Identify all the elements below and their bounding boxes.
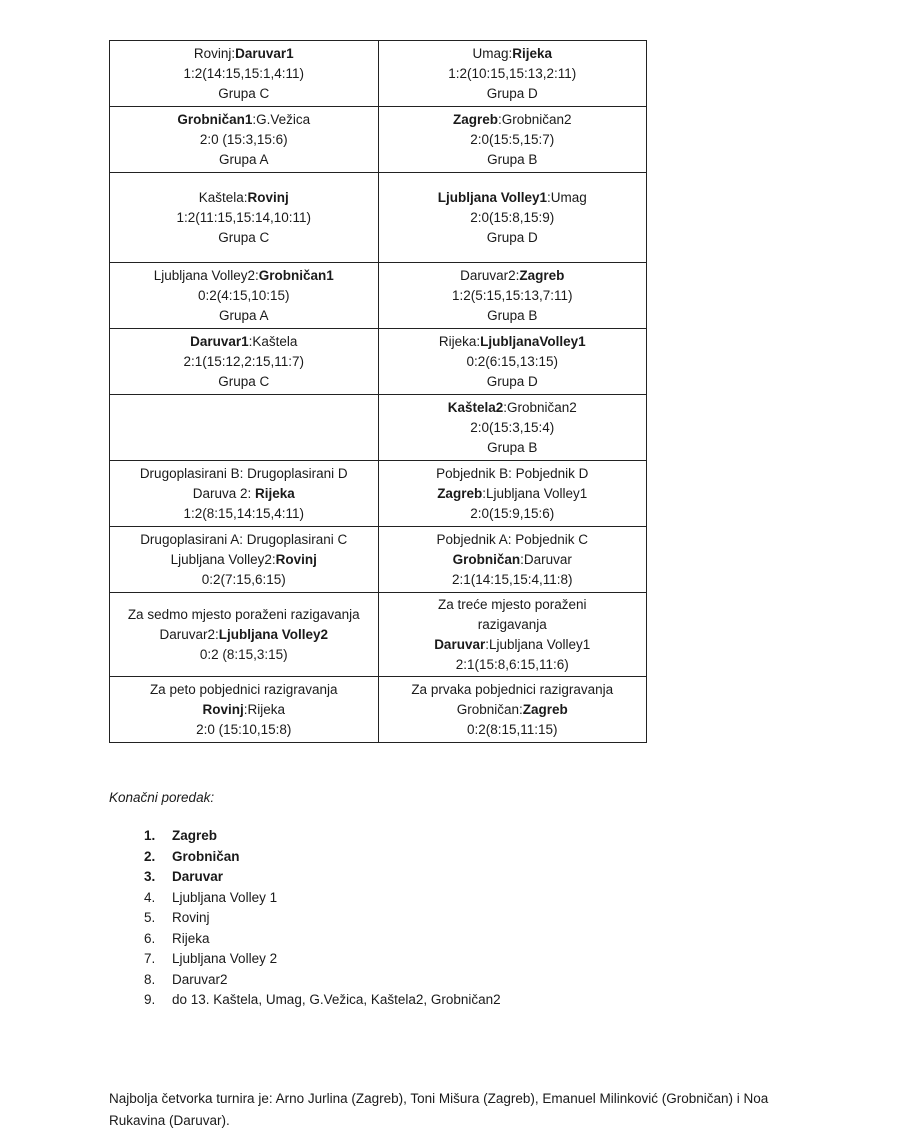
match-text: 1:2(5:15,15:13,7:11)	[451, 287, 573, 303]
match-line	[379, 228, 647, 248]
match-line	[110, 44, 378, 64]
match-text: Grupa B	[487, 307, 538, 323]
match-text: Ljubljana Volley2:	[170, 551, 276, 567]
standings-item	[144, 867, 501, 888]
match-text: :Umag	[547, 189, 587, 205]
match-text: :Grobničan2	[497, 111, 572, 127]
match-cell	[378, 107, 647, 173]
standings-item	[144, 970, 501, 991]
match-line	[110, 372, 378, 392]
match-cell	[110, 329, 379, 395]
match-text: Grupa B	[487, 439, 538, 455]
match-text: Drugoplasirani A: Drugoplasirani C	[140, 531, 348, 547]
match-row	[110, 263, 647, 329]
match-line	[379, 398, 647, 418]
match-line	[379, 64, 647, 84]
match-text: 1:2(11:15,15:14,10:11)	[176, 209, 312, 225]
standings-rank: 8.	[144, 971, 156, 987]
standings-team: Daruvar2	[172, 971, 228, 987]
match-text: Daruva 2:	[192, 485, 255, 501]
match-cell	[378, 41, 647, 107]
match-row	[110, 461, 647, 527]
winner-team: Daruvar	[434, 636, 486, 652]
match-cell	[378, 461, 647, 527]
match-cell	[110, 677, 379, 743]
match-line	[110, 680, 378, 700]
match-text: Za prvaka pobjednici razigravanja	[411, 681, 614, 697]
match-cell	[110, 263, 379, 329]
match-text: 0:2(7:15,6:15)	[201, 571, 286, 587]
match-line	[110, 266, 378, 286]
match-text: Umag:	[472, 45, 513, 61]
match-line	[379, 418, 647, 438]
match-text: Grupa D	[486, 229, 538, 245]
match-line	[379, 615, 647, 635]
match-text: :Kaštela	[248, 333, 298, 349]
match-text: Za peto pobjednici razigravanja	[149, 681, 338, 697]
match-text: 2:0 (15:3,15:6)	[199, 131, 288, 147]
standings-item	[144, 990, 501, 1011]
match-line	[110, 484, 378, 504]
empty-match-cell	[110, 395, 379, 461]
standings-team: Rijeka	[172, 930, 210, 946]
match-row	[110, 395, 647, 461]
match-cell	[110, 461, 379, 527]
match-line	[379, 150, 647, 170]
winner-team: Grobničan1	[177, 111, 253, 127]
match-row	[110, 107, 647, 173]
match-line	[110, 84, 378, 104]
match-cell	[110, 107, 379, 173]
winner-team: Ljubljana Volley1	[437, 189, 547, 205]
standings-item	[144, 929, 501, 950]
winner-team: Zagreb	[519, 267, 565, 283]
standings-rank: 3.	[144, 869, 156, 884]
match-text: Daruvar2:	[460, 267, 520, 283]
match-line	[379, 635, 647, 655]
winner-team: Rovinj	[247, 189, 289, 205]
match-row	[110, 173, 647, 263]
match-line	[110, 188, 378, 208]
match-cell	[110, 593, 379, 677]
match-line	[110, 332, 378, 352]
match-text: 2:1(14:15,15:4,11:8)	[451, 571, 573, 587]
match-line	[110, 504, 378, 524]
match-line	[379, 504, 647, 524]
match-text: 2:0(15:5,15:7)	[470, 131, 555, 147]
match-line	[110, 208, 378, 228]
match-line	[110, 645, 378, 665]
match-text: Pobjednik B: Pobjednik D	[436, 465, 589, 481]
match-line	[110, 150, 378, 170]
match-row	[110, 527, 647, 593]
standings-team: Zagreb	[172, 828, 218, 843]
match-text: 1:2(8:15,14:15,4:11)	[183, 505, 305, 521]
match-line	[110, 530, 378, 550]
winner-team: Zagreb	[437, 485, 483, 501]
match-line	[379, 188, 647, 208]
match-line	[110, 625, 378, 645]
match-text: Grupa C	[218, 373, 270, 389]
match-line	[379, 266, 647, 286]
match-cell	[378, 329, 647, 395]
match-cell	[378, 527, 647, 593]
winner-team: Kaštela2	[447, 399, 504, 415]
standings-team: Daruvar	[172, 869, 224, 884]
winner-team: Rijeka	[512, 45, 553, 61]
standings-team: Rovinj	[172, 910, 210, 925]
match-cell	[378, 173, 647, 263]
match-line	[379, 208, 647, 228]
match-line	[379, 84, 647, 104]
match-cell	[378, 677, 647, 743]
standings-item	[144, 888, 501, 909]
standings-rank: 5.	[144, 910, 156, 925]
match-line	[379, 484, 647, 504]
match-line	[379, 570, 647, 590]
standings-rank: 7.	[144, 951, 156, 966]
match-line	[379, 680, 647, 700]
match-cell	[378, 395, 647, 461]
match-text: Grupa D	[486, 373, 538, 389]
match-text: Kaštela:	[198, 189, 248, 205]
winner-team: Rovinj	[275, 551, 317, 567]
match-line	[110, 286, 378, 306]
match-text: Grupa B	[487, 151, 538, 167]
standings-rank: 4.	[144, 889, 156, 905]
match-cell	[110, 41, 379, 107]
match-cell	[110, 527, 379, 593]
match-results-body	[110, 41, 647, 743]
match-text: Za treće mjesto poraženi	[437, 596, 587, 612]
match-row	[110, 593, 647, 677]
standings-rank: 6.	[144, 930, 156, 946]
standings-item	[144, 908, 501, 929]
match-line	[379, 655, 647, 675]
standings-list	[144, 826, 501, 1011]
match-line	[379, 530, 647, 550]
standings-team: Grobničan	[172, 848, 240, 864]
standings-rank: 2.	[144, 848, 156, 864]
match-text: 2:0(15:9,15:6)	[470, 505, 555, 521]
match-text: Grupa C	[218, 229, 270, 245]
winner-team: Daruvar1	[235, 45, 294, 61]
match-text: Pobjednik A: Pobjednik C	[436, 531, 589, 547]
match-text: 0:2(8:15,11:15)	[466, 721, 558, 737]
match-line	[379, 372, 647, 392]
match-text: :Ljubljana Volley1	[485, 636, 591, 652]
winner-team: Rijeka	[255, 485, 295, 501]
match-text: Daruvar2:	[159, 626, 219, 642]
match-results-table	[109, 40, 647, 743]
match-line	[110, 550, 378, 570]
match-line	[110, 720, 378, 740]
match-line	[110, 464, 378, 484]
standings-item	[144, 949, 501, 970]
standings-item	[144, 826, 501, 847]
standings-team: Ljubljana Volley 2	[172, 951, 278, 966]
match-line	[110, 700, 378, 720]
winner-team: Ljubljana Volley2	[218, 626, 329, 642]
match-row	[110, 329, 647, 395]
match-line	[379, 306, 647, 326]
match-text: Rovinj:	[193, 45, 236, 61]
match-line	[379, 110, 647, 130]
match-line	[379, 595, 647, 615]
match-row	[110, 41, 647, 107]
standings-team: Ljubljana Volley 1	[172, 889, 278, 905]
match-text: 0:2(6:15,13:15)	[466, 353, 559, 369]
match-text: 0:2(4:15,10:15)	[197, 287, 290, 303]
match-text: razigavanja	[477, 616, 547, 632]
match-cell	[378, 263, 647, 329]
match-text: 2:0(15:8,15:9)	[470, 209, 555, 225]
winner-team: Zagreb	[522, 701, 568, 717]
winner-team: Zagreb	[452, 111, 498, 127]
match-text: 1:2(14:15,15:1,4:11)	[183, 65, 305, 81]
standings-team: do 13. Kaštela, Umag, G.Vežica, Kaštela2, Grobničan2	[172, 992, 501, 1007]
match-text: Grupa A	[218, 307, 269, 323]
match-text: Ljubljana Volley2:	[153, 267, 259, 283]
match-line	[379, 720, 647, 740]
match-text: Rijeka:	[438, 333, 481, 349]
match-text: Grupa A	[218, 151, 269, 167]
match-text: 0:2 (8:15,3:15)	[199, 646, 288, 662]
match-cell	[378, 593, 647, 677]
match-line	[379, 332, 647, 352]
match-text: :Grobničan2	[503, 399, 577, 415]
match-row	[110, 677, 647, 743]
winner-team: Grobničan1	[258, 267, 334, 283]
match-line	[110, 130, 378, 150]
match-line	[110, 570, 378, 590]
winner-team: LjubljanaVolley1	[480, 333, 586, 349]
match-line	[379, 700, 647, 720]
best-four-paragraph: Najbolja četvorka turnira je: Arno Jurlina (Zagreb), Toni Mišura (Zagreb), Emanuel Milinković (Grobničan) i Noa Rukavina (Daruvar).	[109, 1091, 769, 1128]
match-text: :G.Vežica	[252, 111, 311, 127]
standings-title: Konačni poredak:	[109, 790, 215, 805]
match-text: :Daruvar	[520, 551, 572, 567]
standings-item	[144, 847, 501, 868]
match-line	[379, 130, 647, 150]
match-line	[110, 605, 378, 625]
match-line	[110, 306, 378, 326]
match-line	[379, 352, 647, 372]
match-line	[110, 64, 378, 84]
winner-team: Grobničan	[452, 551, 521, 567]
match-text: 2:1(15:12,2:15,11:7)	[183, 353, 305, 369]
match-line	[379, 550, 647, 570]
match-text: Grupa C	[218, 85, 270, 101]
match-text: :Ljubljana Volley1	[482, 485, 588, 501]
match-text: Za sedmo mjesto poraženi razigavanja	[127, 606, 360, 622]
match-line	[110, 352, 378, 372]
match-line	[379, 44, 647, 64]
match-text: Drugoplasirani B: Drugoplasirani D	[139, 465, 348, 481]
match-text: 2:0(15:3,15:4)	[470, 419, 555, 435]
match-cell	[110, 173, 379, 263]
match-text: 2:0 (15:10,15:8)	[196, 721, 292, 737]
match-text: 2:1(15:8,6:15,11:6)	[455, 656, 569, 672]
winner-team: Rovinj	[202, 701, 244, 717]
standings-rank: 1.	[144, 828, 156, 843]
match-text: :Rijeka	[243, 701, 286, 717]
match-line	[110, 110, 378, 130]
match-text: Grobničan:	[456, 701, 523, 717]
winner-team: Daruvar1	[190, 333, 249, 349]
standings-rank: 9.	[144, 992, 156, 1007]
match-line	[379, 438, 647, 458]
match-text: Grupa D	[486, 85, 538, 101]
match-text: 1:2(10:15,15:13,2:11)	[448, 65, 577, 81]
match-line	[379, 286, 647, 306]
match-line	[110, 228, 378, 248]
match-line	[379, 464, 647, 484]
